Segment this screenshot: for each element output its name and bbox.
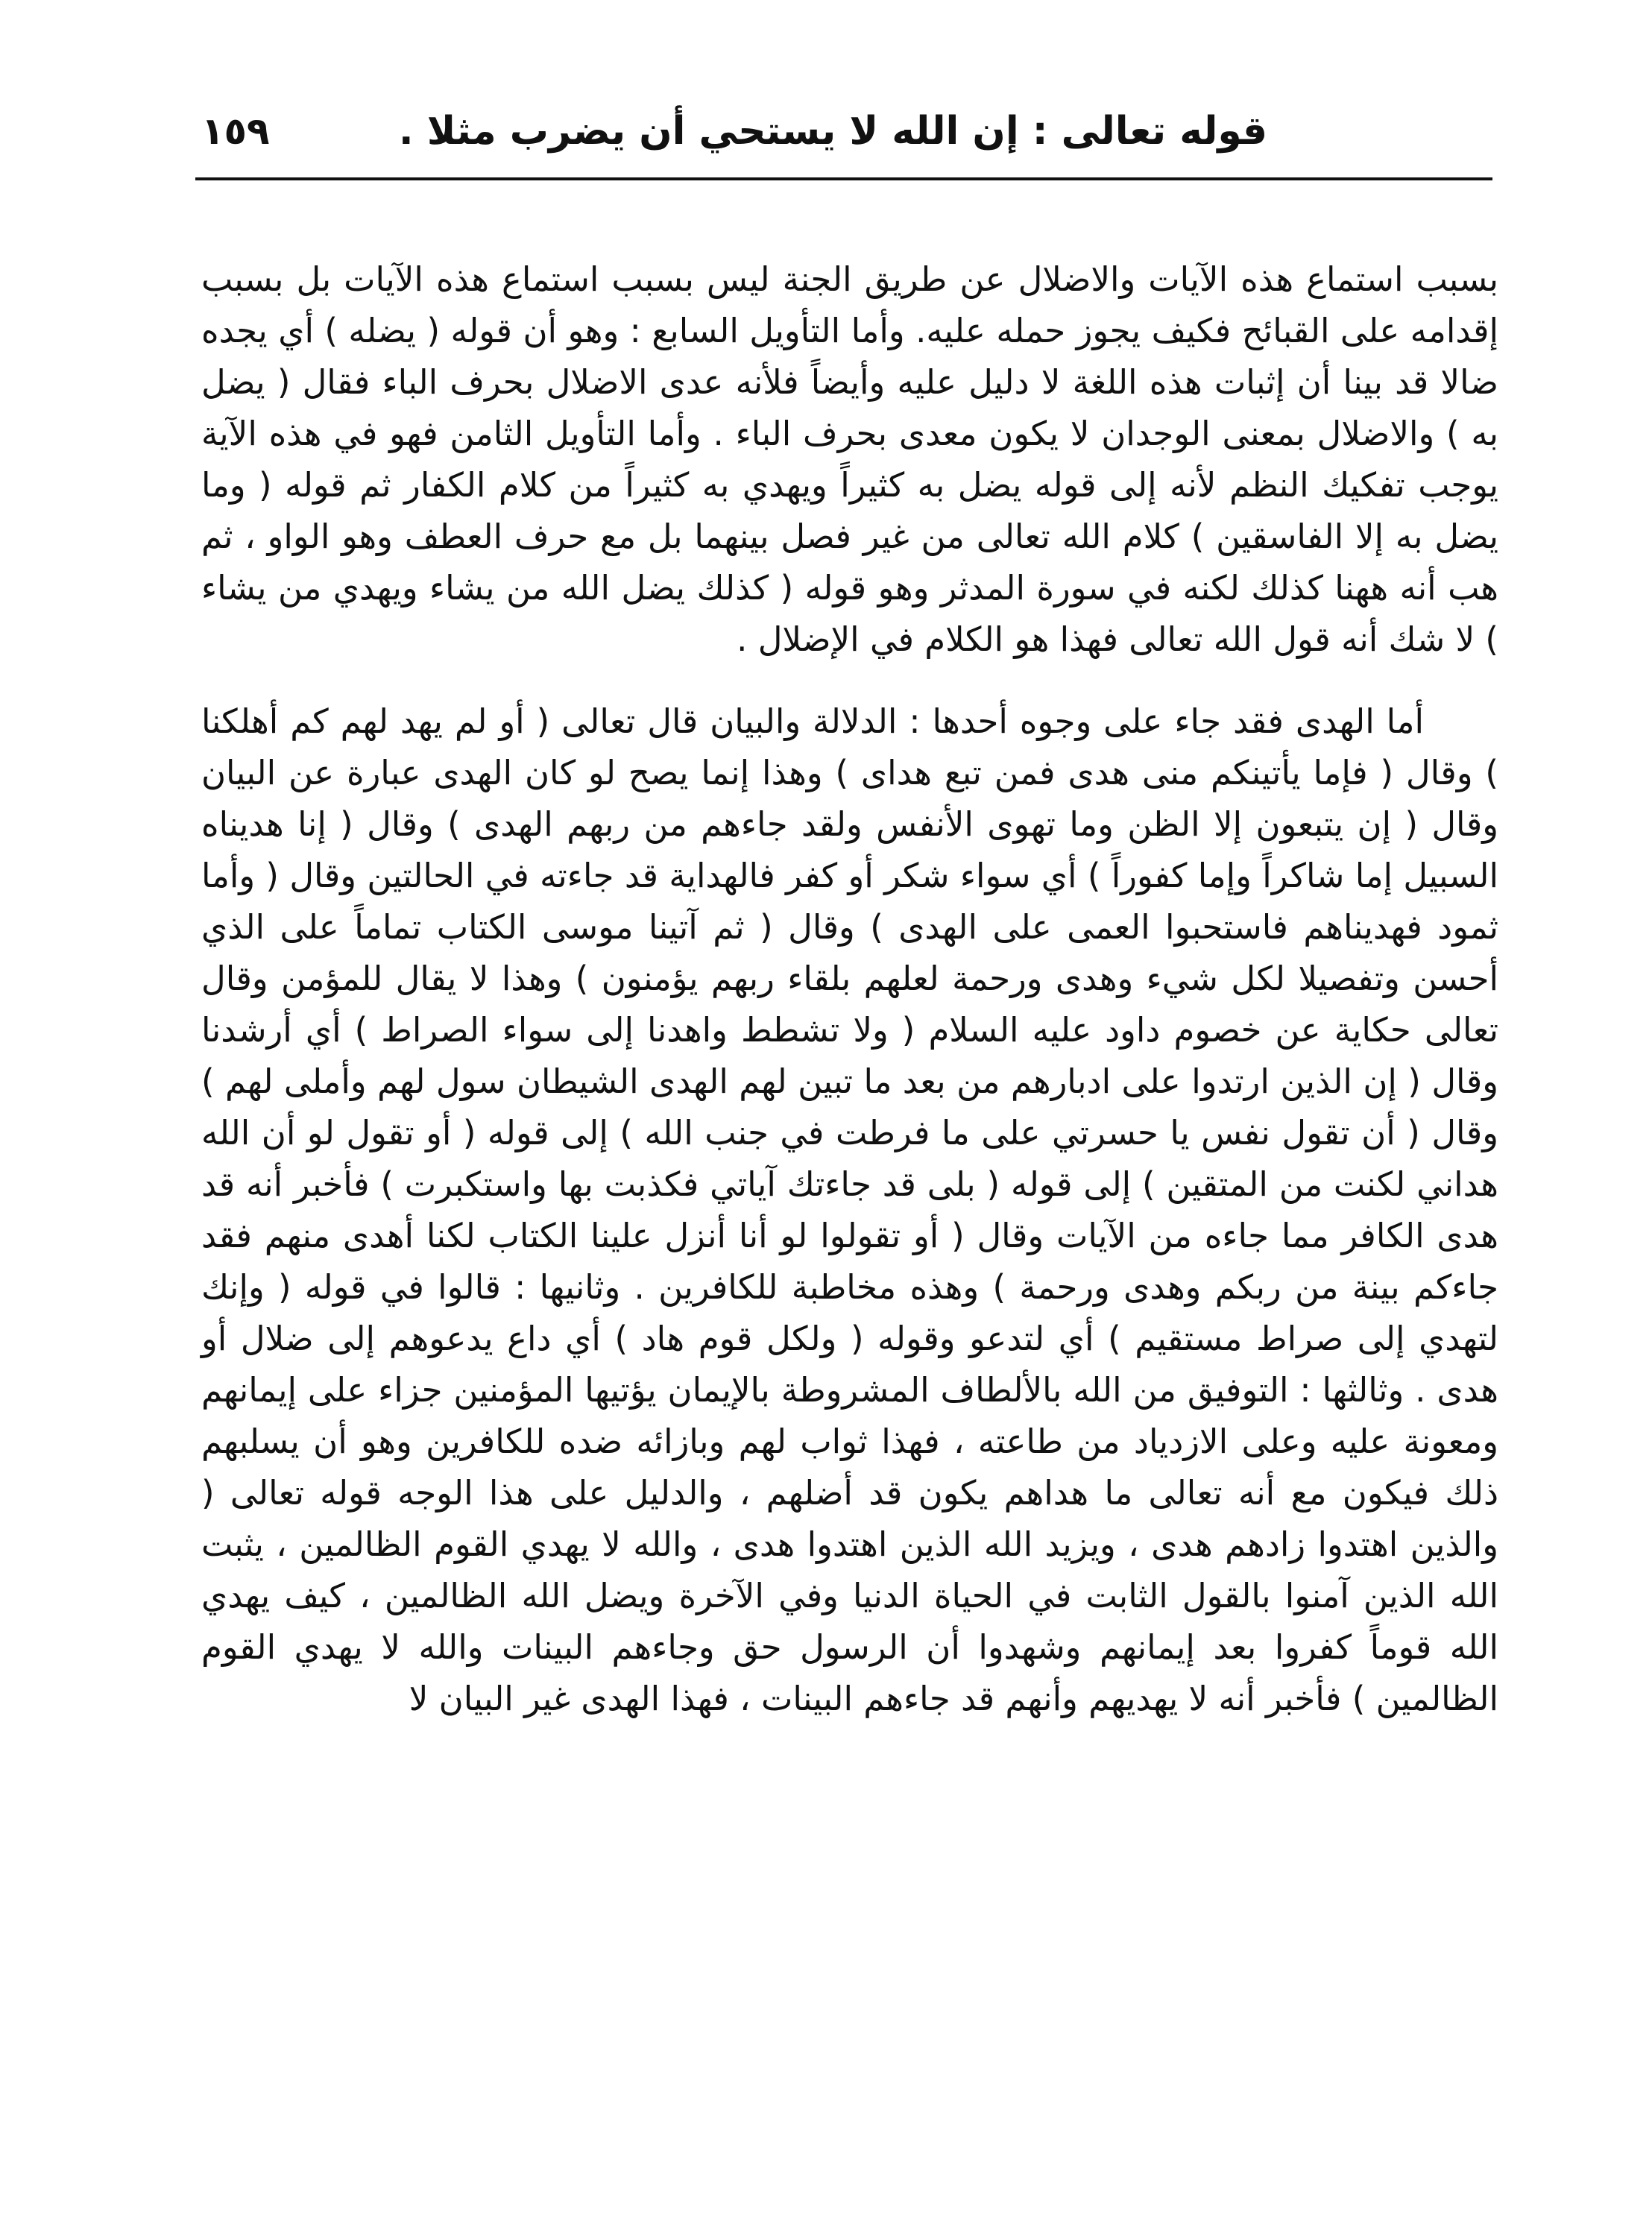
page-header [201, 95, 1498, 170]
paragraph-2: أما الهدى فقد جاء على وجوه أحدها : الدلالة والبيان قال تعالى ( أو لم يهد لهم كم أهلكنا ) وقال ( فإما يأتينكم منى هدى فمن تبع هداى ) وهذا إنما يصح لو كان الهدى عبارة عن البيان وقال ( إن يتبعون إلا الظن وما تهوى الأنفس ولقد جاءهم من ربهم الهدى ) وقال ( إنا هديناه السبيل إما شاكراً وإما كفوراً ) أي سواء شكر أو كفر فالهداية قد جاءته في الحالتين وقال ( وأما ثمود فهديناهم فاستحبوا العمى على الهدى ) وقال ( ثم آتينا موسى الكتاب تماماً على الذي أحسن وتفصيلا لكل شيء وهدى ورحمة لعلهم بلقاء ربهم يؤمنون ) وهذا لا يقال للمؤمن وقال تعالى حكاية عن خصوم داود عليه السلام ( ولا تشطط واهدنا إلى سواء الصراط ) أي أرشدنا وقال ( إن الذين ارتدوا على ادبارهم من بعد ما تبين لهم الهدى الشيطان سول لهم وأملى لهم ) وقال ( أن تقول نفس يا حسرتي على ما فرطت في جنب الله ) إلى قوله ( أو تقول لو أن الله هداني لكنت من المتقين ) إلى قوله ( بلى قد جاءتك آياتي فكذبت بها واستكبرت ) فأخبر أنه قد هدى الكافر مما جاءه من الآيات وقال ( أو تقولوا لو أنا أنزل علينا الكتاب لكنا أهدى منهم فقد جاءكم بينة من ربكم وهدى ورحمة ) وهذه مخاطبة للكافرين . وثانيها : قالوا في قوله ( وإنك لتهدي إلى صراط مستقيم ) أي لتدعو وقوله ( ولكل قوم هاد ) أي داع يدعوهم إلى ضلال أو هدى . وثالثها : التوفيق من الله بالألطاف المشروطة بالإيمان يؤتيها المؤمنين جزاء على إيمانهم ومعونة عليه وعلى الازدياد من طاعته ، فهذا ثواب لهم وبازائه ضده للكافرين وهو أن يسلبهم ذلك فيكون مع أنه تعالى ما هداهم يكون قد أضلهم ، والدليل على هذا الوجه قوله تعالى ( والذين اهتدوا زادهم هدى ، ويزيد الله الذين اهتدوا هدى ، والله لا يهدي القوم الظالمين ، يثبت الله الذين آمنوا بالقول الثابت في الحياة الدنيا وفي الآخرة ويضل الله الظالمين ، كيف يهدي الله قوماً كفروا بعد إيمانهم وشهدوا أن الرسول حق وجاءهم البينات والله لا يهدي القوم الظالمين ) فأخبر أنه لا يهديهم وأنهم قد جاءهم البينات ، فهذا الهدى غير البيان لا [201, 701, 1498, 1718]
paragraph-1: بسبب استماع هذه الآيات والاضلال عن طريق الجنة ليس بسبب استماع هذه الآيات بل بسبب إقدامه على القبائح فكيف يجوز حمله عليه. وأما التأويل السابع : وهو أن قوله ( يضله ) أي يجده ضالا قد بينا أن إثبات هذه اللغة لا دليل عليه وأيضاً فلأنه عدى الاضلال بحرف الباء فقال ( يضل به ) والاضلال بمعنى الوجدان لا يكون معدى بحرف الباء . وأما التأويل الثامن فهو في هذه الآية يوجب تفكيك النظم لأنه إلى قوله يضل به كثيراً ويهدي به كثيراً من كلام الكفار ثم قوله ( وما يضل به إلا الفاسقين ) كلام الله تعالى من غير فصل بينهما بل مع حرف العطف وهو الواو ، ثم هب أنه ههنا كذلك لكنه في سورة المدثر وهو قوله ( كذلك يضل الله من يشاء ويهدي من يشاء ) لا شك أنه قول الله تعالى فهذا هو الكلام في الإضلال . [201, 259, 1498, 659]
page-number: ١٥٩ [201, 110, 270, 153]
body-text [201, 253, 1498, 1724]
header-rule [195, 177, 1492, 180]
running-title: قوله تعالى : إن الله لا يستحي أن يضرب مثلا . [398, 109, 1267, 154]
